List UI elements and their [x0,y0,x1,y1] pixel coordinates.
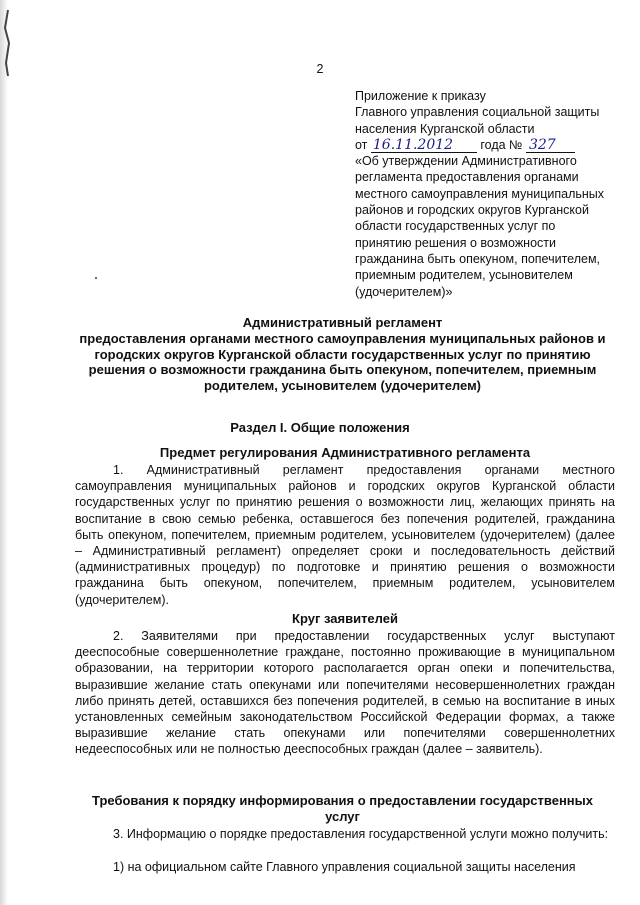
appendix-line: Главного управления социальной защиты [355,105,600,120]
section-heading: Раздел I. Общие положения [230,420,410,435]
appendix-block [355,88,625,300]
order-line: районов и городских округов Курганской [355,203,589,218]
order-line: «Об утверждении Административного [355,154,577,169]
order-line: местного самоуправления муниципальных [355,186,605,201]
scan-speck [95,277,97,279]
order-line: области государственных услуг по [355,219,556,234]
applicants-heading: Круг заявителей [292,611,398,626]
appendix-line: Приложение к приказу [355,89,486,103]
requirements-heading: Требования к порядку информирования о предоставлении государственных услуг [92,793,593,824]
title-line-1: Административный регламент [242,315,443,330]
year-label: года № [480,137,523,152]
order-line: (удочерителем)» [355,284,453,299]
handwritten-date: 16.11.2012 [371,138,477,153]
scan-edge-shadow [0,0,8,905]
page-number: 2 [316,62,324,76]
paragraph-2: 2. Заявителями при предоставлении государственных услуг выступают дееспособные совершеннолетние граждане, постоянно проживающие в муниципальном образовании, на территории которого располагается орган опеки и попечительства, выразившие желание стать опекунами или попечителями несовершеннолетних граждан либо принять детей, оставшихся без попечения родителей, в семью на воспитание в иных установленных семейным законодательством Российской Федерации формах, а также выразившие желание стать опекунами или попечителями совершеннолетних недееспособных или не полностью дееспособных граждан (далее – заявитель). [75,629,615,757]
order-line: гражданина быть опекуном, попечителем, [355,251,601,266]
order-line: принятию решения о возможности [355,235,556,250]
appendix-line: населения Курганской области [355,121,535,136]
paragraph-3-item-1: 1) на официальном сайте Главного управления социальной защиты населения [113,860,576,874]
order-line: приемным родителем, усыновителем [355,268,573,283]
paragraph-3: 3. Информацию о порядке предоставления государственной услуги можно получить: [113,827,609,841]
appendix-date-line [355,137,625,153]
document-title [75,315,610,394]
subject-heading: Предмет регулирования Административного регламента [159,445,531,460]
handwritten-number: 327 [526,138,575,153]
order-line: регламента предоставления органами [355,170,579,185]
title-line-2: предоставления органами местного самоуправления муниципальных районов и городских округов Курганской области государственных услуг по принятию решения о возможности гражданина быть опекуном, попечителем, приемным родителем, усыновителем (удочерителем) [79,330,606,394]
date-prefix: от [355,137,368,152]
paragraph-1: 1. Административный регламент предоставления органами местного самоуправления муниципальных районов и городских округов Курганской области государственных услуг по принятию решения о возможности лиц, желающих принять на воспитание в свою семью ребенка, оставшегося без попечения родителей, гражданина быть опекуном, попечителем, приемным родителем, усыновителем (удочерителем) (далее – Административный регламент) определяет сроки и последовательность действий (административных процедур) по подготовке и принятию решения о возможности гражданина быть опекуном, попечителем, приемным родителем, усыновителем (удочерителем). [75,463,615,607]
